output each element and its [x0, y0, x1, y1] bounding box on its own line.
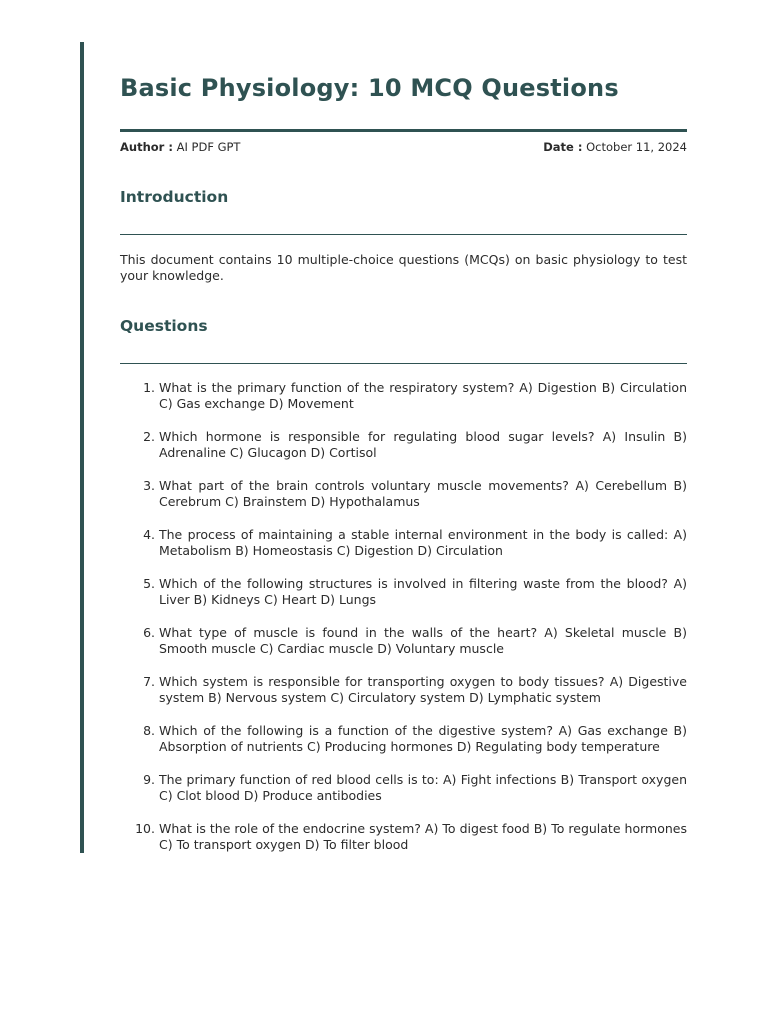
- document-title: Basic Physiology: 10 MCQ Questions: [120, 74, 619, 102]
- question-item: [120, 527, 687, 559]
- introduction-divider: [120, 234, 687, 235]
- date-line: [543, 140, 687, 154]
- question-item: [120, 821, 687, 853]
- title-divider: [120, 129, 687, 132]
- question-number: 1.: [143, 380, 155, 395]
- question-number: 6.: [143, 625, 155, 640]
- introduction-text: This document contains 10 multiple-choice questions (MCQs) on basic physiology to test your knowledge.: [120, 252, 687, 283]
- question-item: [120, 380, 687, 412]
- question-item: [120, 772, 687, 804]
- question-number: 7.: [143, 674, 155, 689]
- question-number: 2.: [143, 429, 155, 444]
- author-value: AI PDF GPT: [176, 140, 241, 154]
- question-item: [120, 429, 687, 461]
- question-text: Which system is responsible for transporting oxygen to body tissues? A) Digestive system B) Nervous system C) Circulatory system D) Lymphatic system: [159, 674, 687, 705]
- question-text: What is the primary function of the respiratory system? A) Digestion B) Circulation C) Gas exchange D) Movement: [159, 380, 687, 411]
- question-item: [120, 625, 687, 657]
- question-number: 3.: [143, 478, 155, 493]
- question-list: [120, 380, 687, 870]
- introduction-heading: Introduction: [120, 188, 229, 206]
- questions-heading: Questions: [120, 317, 208, 335]
- question-item: [120, 723, 687, 755]
- question-text: The primary function of red blood cells is to: A) Fight infections B) Transport oxygen C) Clot blood D) Produce antibodies: [159, 772, 687, 803]
- question-text: Which hormone is responsible for regulating blood sugar levels? A) Insulin B) Adrenaline C) Glucagon D) Cortisol: [159, 429, 687, 460]
- question-text: What type of muscle is found in the walls of the heart? A) Skeletal muscle B) Smooth muscle C) Cardiac muscle D) Voluntary muscle: [159, 625, 687, 656]
- question-number: 8.: [143, 723, 155, 738]
- question-text: Which of the following is a function of the digestive system? A) Gas exchange B) Absorption of nutrients C) Producing hormones D) Regulating body temperature: [159, 723, 687, 754]
- question-number: 9.: [143, 772, 155, 787]
- question-text: What is the role of the endocrine system? A) To digest food B) To regulate hormones C) To transport oxygen D) To filter blood: [159, 821, 687, 852]
- left-accent-bar: [80, 42, 84, 853]
- question-text: The process of maintaining a stable internal environment in the body is called: A) Metabolism B) Homeostasis C) Digestion D) Circulation: [159, 527, 687, 558]
- author-label: Author :: [120, 140, 173, 154]
- question-number: 10.: [135, 821, 155, 836]
- date-value: October 11, 2024: [586, 140, 687, 154]
- question-text: Which of the following structures is involved in filtering waste from the blood? A) Liver B) Kidneys C) Heart D) Lungs: [159, 576, 687, 607]
- questions-divider: [120, 363, 687, 364]
- question-item: [120, 478, 687, 510]
- date-label: Date :: [543, 140, 583, 154]
- author-line: [120, 140, 240, 154]
- question-number: 5.: [143, 576, 155, 591]
- question-text: What part of the brain controls voluntary muscle movements? A) Cerebellum B) Cerebrum C) Brainstem D) Hypothalamus: [159, 478, 687, 509]
- question-item: [120, 674, 687, 706]
- question-item: [120, 576, 687, 608]
- question-number: 4.: [143, 527, 155, 542]
